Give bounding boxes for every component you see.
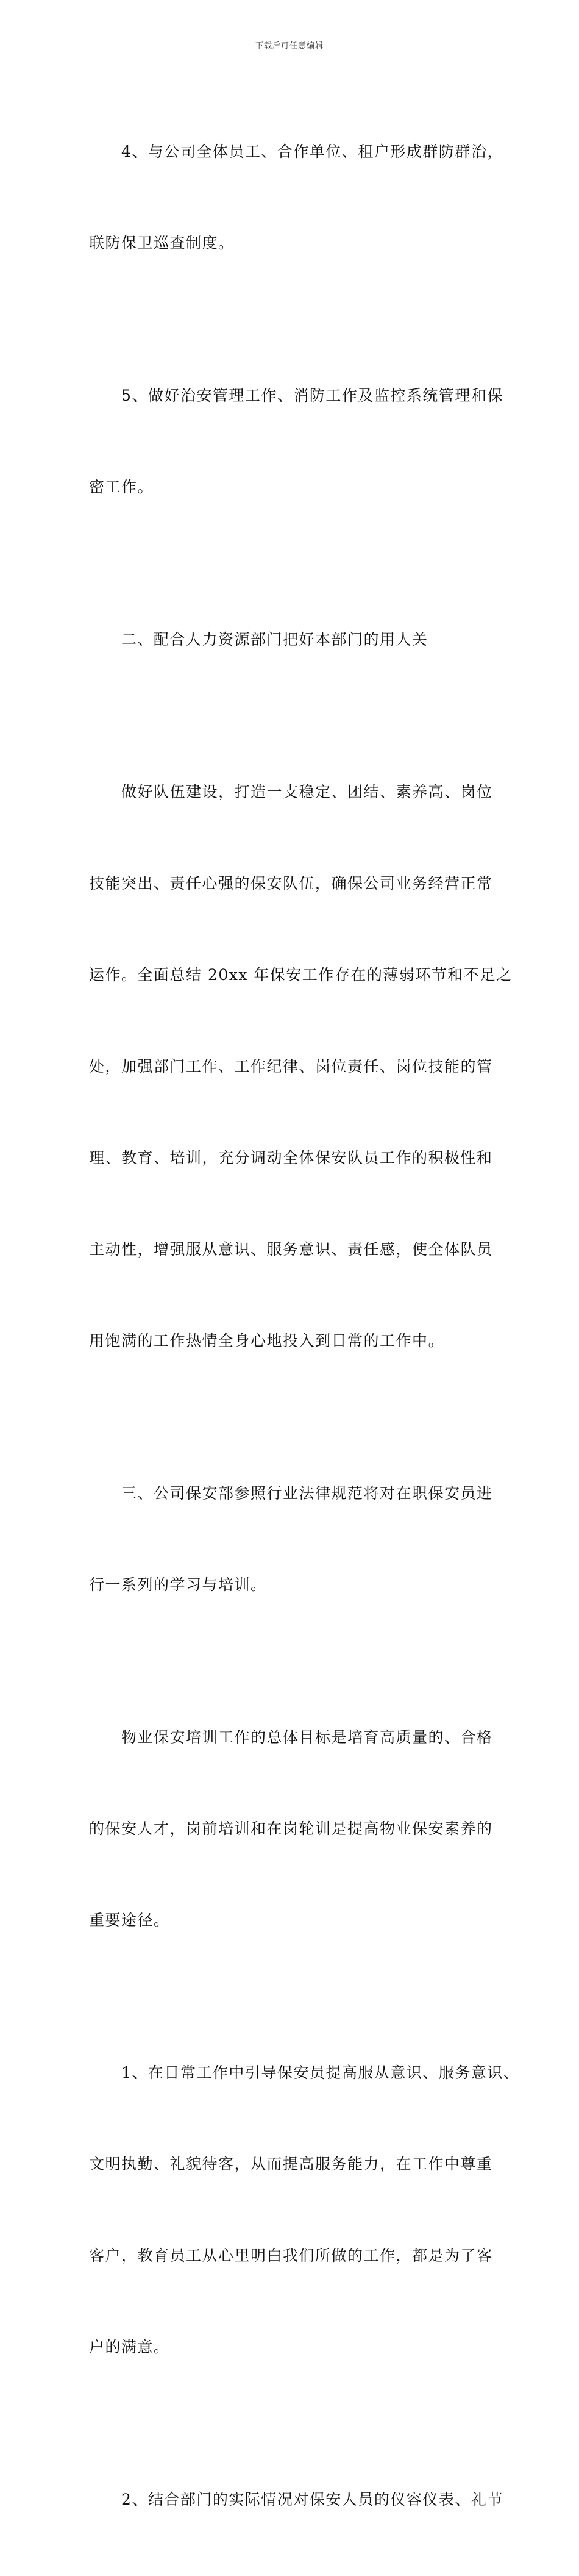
paragraph-item-2: [89, 2424, 503, 2576]
text-line: 技能突出、责任心强的保安队伍，确保公司业务经营正常: [89, 875, 493, 892]
section-heading-3: [89, 1417, 497, 1661]
text-line: 密工作。: [89, 478, 154, 496]
text-line: 文明执勤、礼貌待客，从而提高服务能力，在工作中尊重: [89, 2155, 493, 2173]
document-body: [89, 76, 520, 2576]
text-line: 户的满意。: [89, 2338, 170, 2356]
text-line: 主动性，增强服从意识、服务意识、责任感，使全体队员: [89, 1240, 493, 1258]
text-line: 1、在日常工作中引导保安员提高服从意识、服务意识、: [89, 2064, 520, 2081]
text-line: 用饱满的工作热情全身心地投入到日常的工作中。: [89, 1332, 445, 1350]
text-line: 物业保安培训工作的总体目标是培育高质量的、合格: [89, 1728, 493, 1746]
paragraph-item-4: [89, 76, 503, 320]
text-line: 联防保卫巡查制度。: [89, 234, 235, 252]
paragraph-training-goal: [89, 1661, 497, 1997]
text-line: 的保安人才，岗前培训和在岗轮训是提高物业保安素养的: [89, 1820, 493, 1837]
text-line: 5、做好治安管理工作、消防工作及监控系统管理和保: [89, 387, 503, 404]
text-line: 2、结合部门的实际情况对保安人员的仪容仪表、礼节: [89, 2491, 503, 2508]
text-line: 重要途径。: [89, 1911, 170, 1929]
paragraph-team-building: [89, 716, 513, 1417]
paragraph-item-5: [89, 320, 503, 564]
page-header: 下载后可任意编辑: [255, 41, 324, 51]
text-line: 运作。全面总结 20xx 年保安工作存在的薄弱环节和不足之: [89, 966, 513, 984]
text-line: 理、教育、培训，充分调动全体保安队员工作的积极性和: [89, 1149, 493, 1167]
paragraph-item-1: [89, 1997, 520, 2424]
section-heading-2: [89, 564, 497, 716]
text-line: 4、与公司全体员工、合作单位、租户形成群防群治，: [89, 143, 503, 160]
heading-line: 二、配合人力资源部门把好本部门的用人关: [89, 631, 428, 648]
heading-line: 三、公司保安部参照行业法律规范将对在职保安员进: [89, 1484, 493, 1502]
text-line: 客户，教育员工从心里明白我们所做的工作，都是为了客: [89, 2247, 493, 2264]
text-line: 做好队伍建设，打造一支稳定、团结、素养高、岗位: [89, 783, 493, 801]
text-line: 处，加强部门工作、工作纪律、岗位责任、岗位技能的管: [89, 1057, 493, 1075]
heading-line: 行一系列的学习与培训。: [89, 1576, 267, 1594]
